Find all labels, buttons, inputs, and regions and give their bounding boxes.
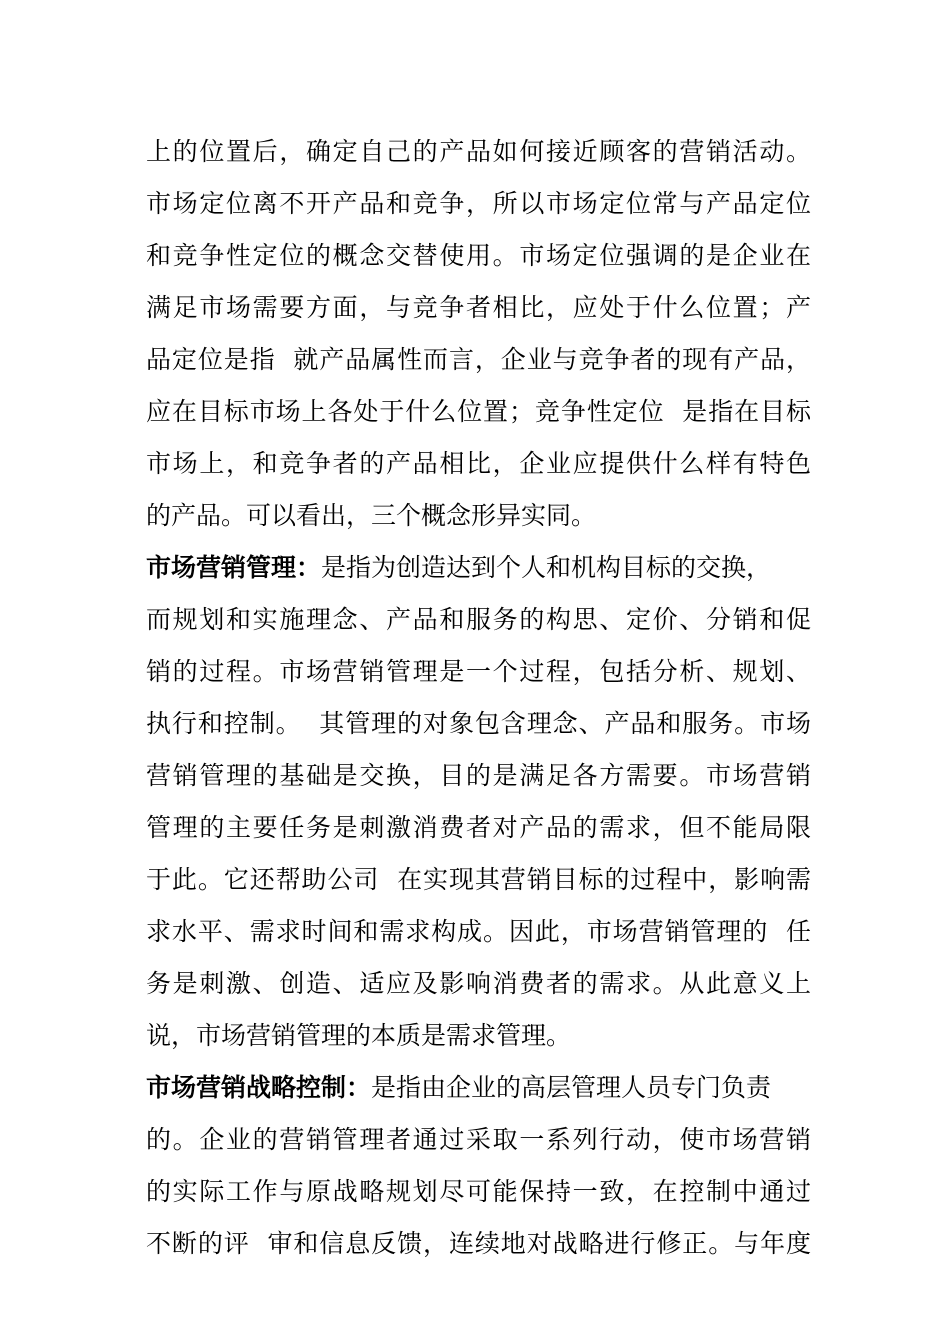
text-line: 市场上，和竞争者的产品相比，企业应提供什么样有特色	[146, 449, 811, 478]
text-line: 销的过程。市场营销管理是一个过程，包括分析、规划、	[146, 657, 811, 686]
text-line: 的。企业的营销管理者通过采取一系列行动，使市场营销	[146, 1125, 811, 1154]
text-line: 的实际工作与原战略规划尽可能保持一致，在控制中通过	[146, 1177, 811, 1206]
text-line: 满足市场需要方面，与竞争者相比，应处于什么位置；产	[146, 293, 811, 322]
text-line: 而规划和实施理念、产品和服务的构思、定价、分销和促	[146, 605, 811, 634]
definition-text: 是指为创造达到个人和机构目标的交换，	[321, 553, 772, 582]
text-line: 不断的评 审和信息反馈，连续地对战略进行修正。与年度	[146, 1229, 811, 1258]
text-line: 市场定位离不开产品和竞争，所以市场定位常与产品定位	[146, 189, 811, 218]
text-line: 上的位置后，确定自己的产品如何接近顾客的营销活动。	[146, 137, 811, 166]
text-line: 应在目标市场上各处于什么位置；竞争性定位 是指在目标	[146, 397, 811, 426]
text-line: 的产品。可以看出，三个概念形异实同。	[146, 501, 597, 530]
text-line: 营销管理的基础是交换，目的是满足各方需要。市场营销	[146, 761, 811, 790]
document-page	[146, 126, 811, 1270]
definition-first-line	[146, 1062, 811, 1114]
definition-first-line	[146, 542, 811, 594]
term-heading: 市场营销战略控制：	[146, 1073, 372, 1102]
definition-text: 是指由企业的高层管理人员专门负责	[371, 1073, 772, 1102]
text-line: 说，市场营销管理的本质是需求管理。	[146, 1021, 572, 1050]
text-line: 务是刺激、创造、适应及影响消费者的需求。从此意义上	[146, 969, 811, 998]
text-line: 品定位是指 就产品属性而言，企业与竞争者的现有产品，	[146, 345, 811, 374]
text-line: 执行和控制。 其管理的对象包含理念、产品和服务。市场	[146, 709, 811, 738]
text-line: 和竞争性定位的概念交替使用。市场定位强调的是企业在	[146, 241, 811, 270]
term-heading: 市场营销管理：	[146, 553, 322, 582]
text-line: 求水平、需求时间和需求构成。因此，市场营销管理的 任	[146, 917, 811, 946]
text-line: 管理的主要任务是刺激消费者对产品的需求，但不能局限	[146, 813, 811, 842]
text-line: 于此。它还帮助公司 在实现其营销目标的过程中，影响需	[146, 865, 811, 894]
